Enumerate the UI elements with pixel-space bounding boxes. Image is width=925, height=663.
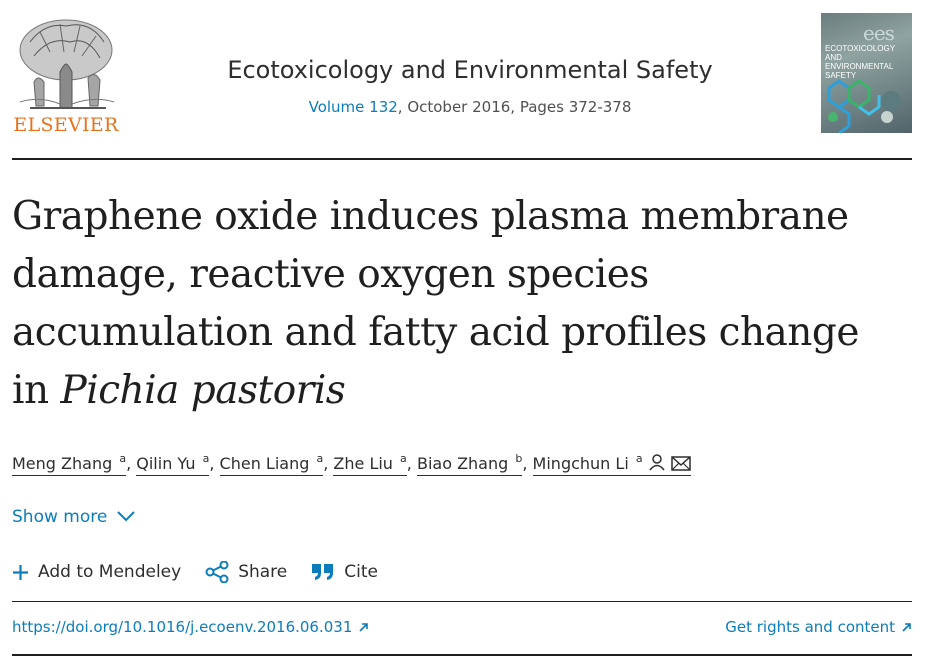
author-link[interactable]: Biao Zhang $^b$ (417, 454, 522, 476)
plus-icon (12, 564, 29, 581)
corresponding-author-link[interactable]: Mingchun Li $^a$ (533, 454, 691, 476)
show-more-button[interactable] (12, 507, 135, 527)
header-divider (12, 158, 912, 160)
add-to-mendeley-button[interactable] (12, 562, 181, 582)
add-to-mendeley-label: Add to Mendeley (38, 562, 182, 582)
external-link-icon (901, 622, 912, 633)
cover-title: ECOTOXICOLOGY AND ENVIRONMENTAL SAFETY (825, 44, 895, 80)
toolbar-divider (12, 601, 912, 602)
author-link[interactable]: Chen Liang $^a$ (220, 454, 324, 476)
doi-link[interactable] (12, 618, 369, 636)
chevron-down-icon (117, 507, 135, 527)
publisher-name: ELSEVIER (13, 114, 119, 136)
article-toolbar (12, 561, 402, 583)
journal-cover-image[interactable] (821, 13, 912, 133)
rights-and-content-link[interactable] (725, 618, 912, 636)
footer-divider (12, 654, 912, 656)
mail-icon (671, 456, 691, 475)
header (0, 0, 925, 160)
person-icon (649, 454, 665, 475)
doi-text: https://doi.org/10.1016/j.ecoenv.2016.06.031 (12, 618, 353, 636)
issue-line (140, 98, 800, 116)
external-link-icon (358, 622, 369, 633)
show-more-label: Show more (12, 507, 108, 527)
issue-details: , October 2016, Pages 372-378 (397, 98, 632, 116)
article-title (12, 188, 907, 420)
cite-label: Cite (344, 562, 378, 582)
cover-molecule-graphic (821, 13, 912, 133)
author-link[interactable]: Zhe Liu $^a$ (333, 454, 406, 476)
cite-button[interactable] (311, 562, 378, 582)
author-list: Meng Zhang $^a$, Qilin Yu $^a$, Chen Liang $^a$, Zhe Liu $^a$, Biao Zhang $^b$, Mingchun Li $^a$ (12, 452, 912, 475)
author-link[interactable]: Qilin Yu $^a$ (136, 454, 209, 476)
volume-link[interactable]: Volume 132 (308, 98, 398, 116)
rights-text: Get rights and content (725, 618, 895, 636)
share-button[interactable] (205, 561, 287, 583)
quote-icon (311, 563, 335, 581)
article-title-main: Graphene oxide induces plasma membrane damage, reactive oxygen species accumulation and fatty acid profiles change in (12, 194, 859, 413)
share-label: Share (238, 562, 288, 582)
cover-mark: ees (863, 21, 894, 45)
article-title-species: Pichia pastoris (60, 368, 346, 413)
journal-title-link[interactable]: Ecotoxicology and Environmental Safety (227, 56, 713, 84)
share-icon (205, 561, 229, 583)
author-link[interactable]: Meng Zhang $^a$ (12, 454, 126, 476)
